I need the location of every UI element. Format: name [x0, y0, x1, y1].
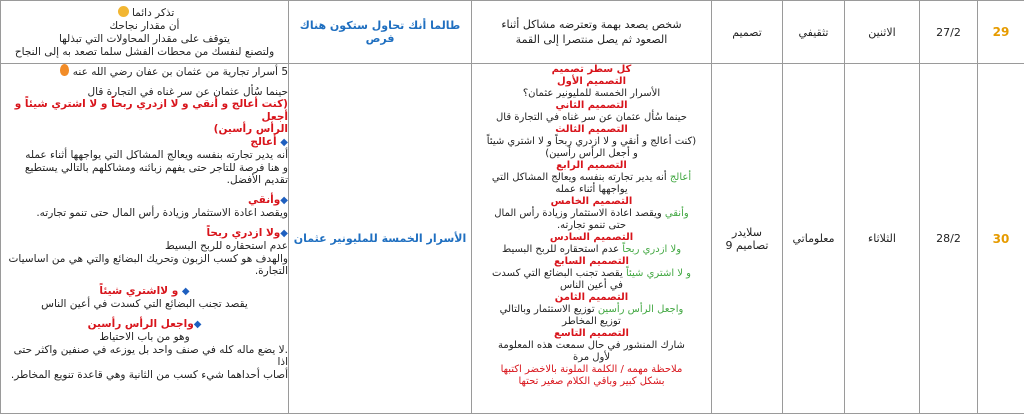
- type-cell-29: تثقيفي: [783, 1, 845, 64]
- secret-text: و هنا فرصة للتاجر حتى يفهم زبائنه ومشاكلهم بالتالي يستطيع: [24, 161, 288, 174]
- title-cell-29: طالما أنك تحاول ستكون هناك فرص: [289, 1, 472, 64]
- design-text: (كنت أعالج و أنقي و لا ازدري ربحاً و لا اشتري شيئاً: [486, 136, 697, 147]
- day-cell-29: الاثنين: [845, 1, 920, 64]
- idea-line: شخص يصعد بهمة وتعترضه مشاكل أثناء: [501, 18, 682, 31]
- design-text: و أجعل الرأس رأسين): [545, 148, 638, 159]
- date-cell-29: 27/2: [920, 1, 978, 64]
- secret-text: والهدف هو كسب الزبون وتحريك البضائع والتي هي من اساسيات: [8, 252, 288, 265]
- secret-heading: ◆واجعل الرأس رأسين: [87, 317, 202, 330]
- date-cell-30: 28/2: [920, 64, 978, 414]
- content-quote: الرأس رأسين): [213, 123, 288, 135]
- content-quote: (كنت أعالج و أنقي و لا ازدري ربحاً و لا اشتري شيئاً و أجعل: [14, 98, 288, 123]
- design-heading: التصميم الثالث: [555, 124, 628, 135]
- format-line: 9 تصاميم: [725, 238, 769, 252]
- secret-heading: ◆ و لااشتري شيئاً: [99, 284, 190, 297]
- design-text: شارك المنشور في حال سمعت هذه المعلومة: [498, 340, 685, 351]
- row-number-30: 30: [978, 64, 1024, 414]
- content-line: أن مقدار نجاحك: [109, 19, 180, 32]
- format-line: سلايدر: [732, 225, 762, 239]
- design-text: لأول مرة: [572, 352, 611, 363]
- content-intro: 5 أسرار تجارية من عثمان بن عفان رضي الله عنه: [1, 64, 288, 79]
- design-text: حينما سُأل عثمان عن سر غناه في التجارة قال: [496, 112, 687, 123]
- design-text: أعالج أنه يدير تجارته بنفسه ويعالج المشاكل التي: [491, 172, 692, 183]
- content-cell-29: [1, 1, 289, 64]
- day-cell-30: الثلاثاء: [845, 64, 920, 414]
- design-text: و لا اشتري شيئاً يقصد تجنب البضائع التي كسدت: [492, 268, 691, 279]
- format-cell-29: تصميم: [712, 1, 783, 64]
- fire-emoji-icon: [60, 64, 69, 76]
- diamond-icon: ◆: [181, 285, 190, 297]
- content-line: ولتصنع لنفسك من محطات الفشل سلما تصعد به إلى النجاح: [14, 45, 275, 58]
- design-heading: التصميم السابع: [554, 256, 629, 267]
- secret-text: يقصد تجنب البضائع التي كسدت في أعين الناس: [41, 298, 248, 310]
- secret-text: وهو من باب الاحتياط: [99, 331, 190, 343]
- design-text: توزيع المخاطر: [562, 316, 621, 327]
- secret-text: تقديم الأفضل.: [226, 174, 288, 186]
- format-cell-30: [712, 64, 783, 414]
- secret-text: .لا يضع ماله كله في صنف واحد بل يوزعه في صنفين واكثر حتى اذا: [13, 343, 288, 368]
- secret-text: التجارة.: [254, 265, 288, 277]
- smile-emoji-icon: [118, 6, 129, 17]
- secret-text: عدم استحقاره للربح البسيط: [165, 240, 288, 252]
- design-note: بشكل كبير وباقي الكلام صغير تحتها: [518, 376, 665, 387]
- secret-heading: ◆ أعالج: [250, 135, 288, 148]
- design-text: في أعين الناس: [560, 280, 623, 291]
- secret-text: أصاب أحداهما شيء كسب من الثانية وهي قاعدة تنويع المخاطر.: [10, 368, 288, 381]
- row-number-29: 29: [978, 1, 1024, 64]
- content-line: يتوقف على مقدار المحاولات التي تبذلها: [58, 32, 230, 45]
- diamond-icon: ◆: [193, 318, 202, 330]
- design-heading: التصميم الخامس: [550, 196, 633, 207]
- secret-text: ويقصد اعادة الاستثمار وزيادة رأس المال حتى تنمو تجارته.: [36, 207, 288, 219]
- design-text: يواجهها أثناء عمله: [555, 184, 628, 195]
- secret-text: أنه يدير تجارته بنفسه ويعالج المشاكل التي يواجهها أثناء عمله: [25, 149, 288, 161]
- design-cell-30: [472, 64, 712, 414]
- idea-line: الصعود ثم يصل منتصرا إلى القمة: [515, 33, 668, 46]
- design-note: ملاحظة مهمه / الكلمة الملونة بالاخضر اكتبها: [500, 364, 683, 375]
- type-cell-30: معلوماتي: [783, 64, 845, 414]
- design-heading: التصميم الثامن: [554, 292, 629, 303]
- design-heading: التصميم الثاني: [555, 100, 628, 111]
- content-question: حينما سُأل عثمان عن سر غناه في التجارة قال: [87, 85, 288, 98]
- design-text: ولا ازدري ربحاً عدم استحقاره للربح البسيط: [501, 244, 682, 255]
- secret-heading: ◆ولا ازدري ربحاً: [206, 226, 288, 239]
- secret-heading: ◆وأنقي: [248, 193, 288, 206]
- design-text: وأنقي ويقصد اعادة الاستثمار وزيادة رأس المال: [494, 208, 689, 219]
- design-heading: التصميم التاسع: [554, 328, 629, 339]
- design-header: كل سطر تصميم: [551, 64, 632, 75]
- content-line: تذكر دائما: [1, 6, 288, 20]
- design-heading: التصميم الرابع: [556, 160, 627, 171]
- idea-cell-29: [472, 1, 712, 64]
- content-cell-30: [1, 64, 289, 414]
- title-cell-30: الأسرار الخمسة للمليونير عثمان: [289, 64, 472, 414]
- table-row: [1, 1, 1024, 64]
- design-text: الأسرار الخمسة للمليونير عثمان؟: [522, 88, 661, 99]
- design-heading: التصميم الأول: [557, 76, 626, 87]
- design-heading: التصميم السادس: [549, 232, 634, 243]
- design-text: حتى تنمو تجارته.: [556, 220, 627, 231]
- design-text: واجعل الرأس رأسين توزيع الاستثمار وبالتالي: [499, 304, 684, 315]
- table-row: [1, 64, 1024, 414]
- diamond-icon: ◆: [280, 227, 288, 239]
- diamond-icon: ◆: [280, 194, 288, 206]
- diamond-icon: ◆: [280, 136, 288, 148]
